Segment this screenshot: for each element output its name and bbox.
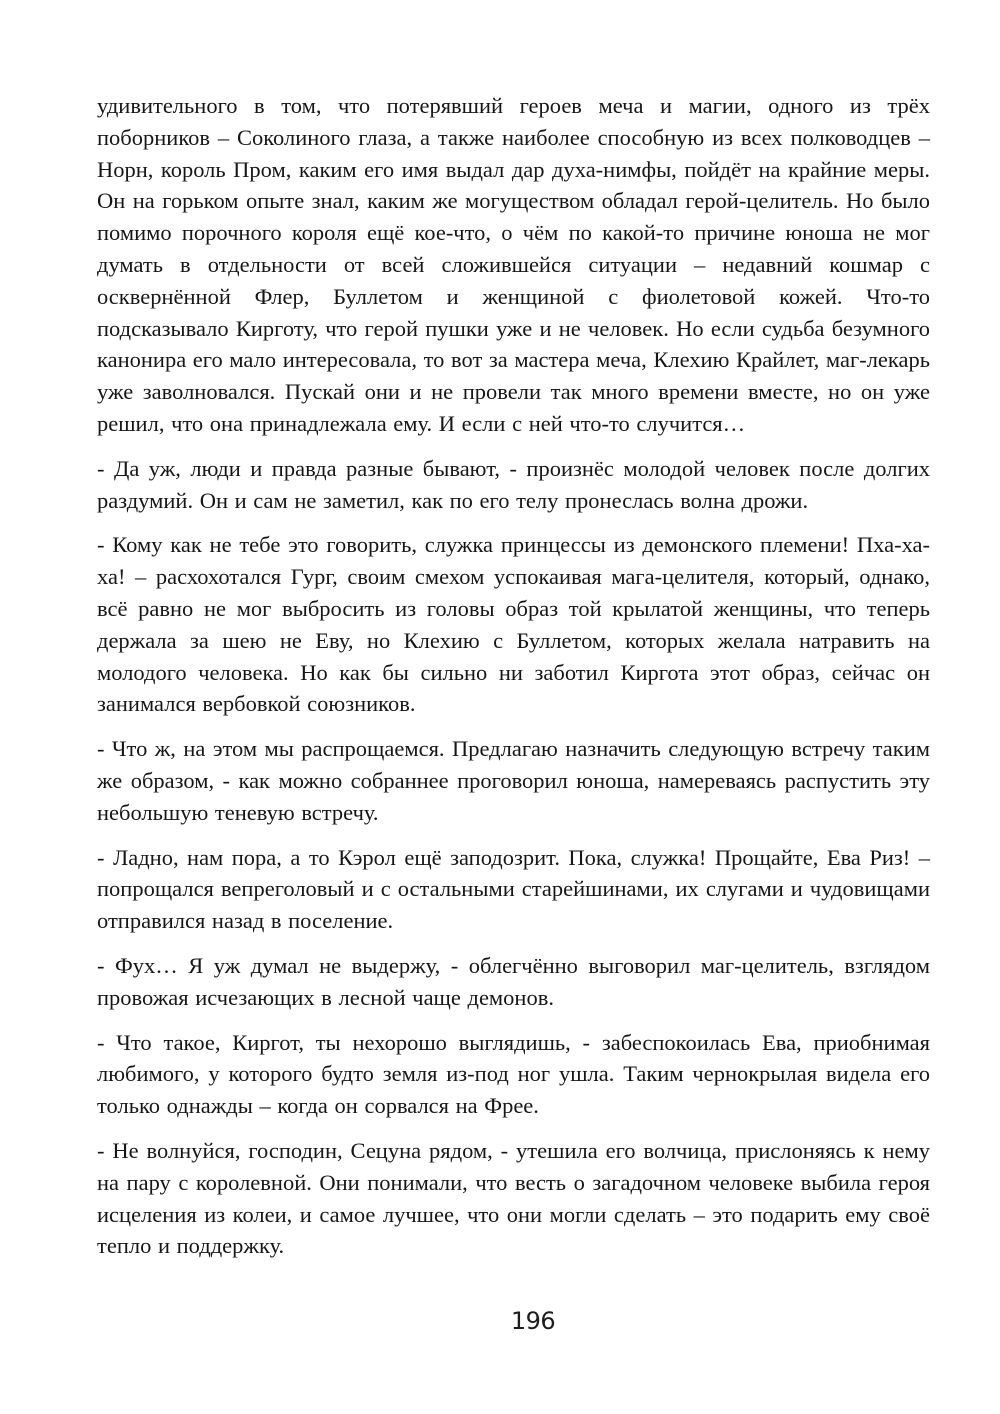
page-number: 196 xyxy=(510,1307,556,1335)
paragraph-4: - Что ж, на этом мы распрощаемся. Предлагаю назначить следующую встречу таким же образом, - как можно собраннее проговорил юноша, намереваясь распустить эту небольшую теневую встречу. xyxy=(97,736,930,825)
body-text-block xyxy=(97,90,930,1262)
paragraph-7: - Что такое, Киргот, ты нехорошо выглядишь, - забеспокоилась Ева, приобнимая любимого, у которого будто земля из-под ног ушла. Таким чернокрылая видела его только однажды – когда он сорвался на Фрее. xyxy=(97,1029,930,1119)
paragraph-1: удивительного в том, что потерявший героев меча и магии, одного из трёх поборников – Соколиного глаза, а также наиболее способную из всех полководцев – Норн, король Пром, каким его имя выдал дар духа-нимфы, пойдёт на крайние меры. Он на горьком опыте знал, каким же могуществом обладал герой-целитель. Но было помимо порочного короля ещё кое-что, о чём по какой-то причине юноша не мог думать в отдельности от всей сложившейся ситуации – недавний кошмар с осквернённой Флер, Буллетом и женщиной с фиолетовой кожей. Что-то подсказывало Кирготу, что герой пушки уже и не человек. Но если судьба безумного канонира его мало интересовала, то вот за мастера меча, Клехию Крайлет, маг-лекарь уже заволновался. Пускай они и не провели так много времени вместе, но он уже решил, что она принадлежала ему. И если с ней что-то случится… xyxy=(97,93,931,436)
paragraph-3: - Кому как не тебе это говорить, служка принцессы из демонского племени! Пха-ха-ха! – расхохотался Гург, своим смехом успокаивая мага-целителя, который, однако, всё равно не мог выбросить из головы образ той крылатой женщины, что теперь держала за шею не Еву, но Клехию с Буллетом, которых желала натравить на молодого человека. Но как бы сильно ни заботил Киргота этот образ, сейчас он занимался вербовкой союзников. xyxy=(97,532,930,717)
paragraph-5: - Ладно, нам пора, а то Кэрол ещё заподозрит. Пока, служка! Прощайте, Ева Риз! – попрощался вепреголовый и с остальными старейшинами, их слугами и чудовищами отправился назад в поселение. xyxy=(97,844,930,934)
paragraph-8: - Не волнуйся, господин, Сецуна рядом, - утешила его волчица, прислоняясь к нему на пару с королевной. Они понимали, что весть о загадочном человеке выбила героя исцеления из колеи, и самое лучшее, что они могли сделать – это подарить ему своё тепло и поддержку. xyxy=(97,1137,930,1259)
paragraph-6: - Фух… Я уж думал не выдержу, - облегчённо выговорил маг-целитель, взглядом провожая исчезающих в лесной чаще демонов. xyxy=(97,952,930,1010)
paragraph-2: - Да уж, люди и правда разные бывают, - произнёс молодой человек после долгих раздумий. Он и сам не заметил, как по его телу пронеслась волна дрожи. xyxy=(97,455,930,513)
